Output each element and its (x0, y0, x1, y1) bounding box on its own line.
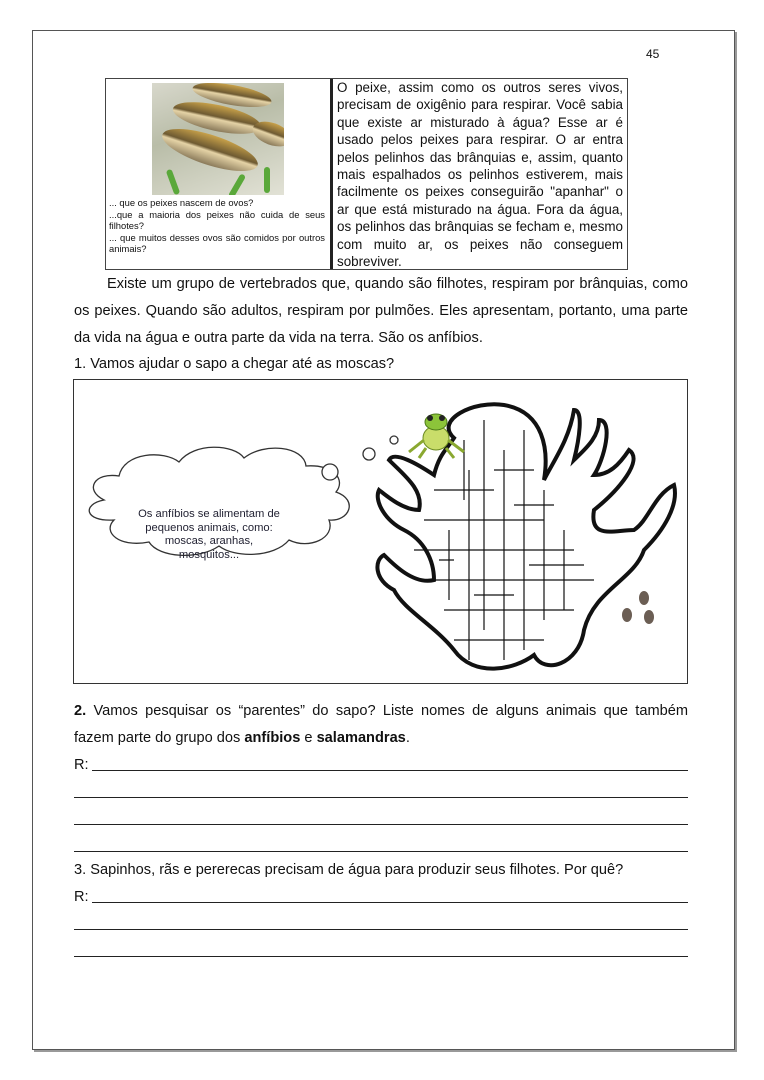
cloud-text: Os anfíbios se alimentam de pequenos animais, como: moscas, aranhas, mosquitos... (138, 508, 280, 561)
intro-paragraph (74, 271, 688, 352)
fish-question: ...que a maioria dos peixes não cuida de seus filhotes? (109, 208, 325, 231)
question-2-and: e (300, 730, 317, 746)
answer-line[interactable] (92, 902, 688, 903)
page-number: 45 (646, 47, 660, 61)
question-2-number: 2. (74, 703, 87, 719)
flies-icon (622, 591, 654, 624)
question-2-text: Vamos pesquisar os “parentes” do sapo? Liste nomes de alguns animais que também fazem parte do grupo dos (74, 703, 688, 746)
answer-line[interactable] (74, 851, 688, 852)
fish-question: ... que muitos desses ovos são comidos por outros animais? (109, 231, 325, 254)
answer-line[interactable] (74, 929, 688, 930)
answer-label: R: (74, 889, 89, 905)
fish-info-box (105, 78, 628, 270)
bold-salamandras: salamandras (316, 730, 406, 746)
fish-column (106, 79, 333, 269)
answer-line[interactable] (74, 824, 688, 825)
answer-line[interactable] (92, 770, 688, 771)
frog-icon (409, 414, 464, 458)
bold-anfibios: anfíbios (244, 730, 301, 746)
intro-text: Existe um grupo de vertebrados que, quando são filhotes, respiram por brânquias, como os peixes. Quando são adultos, respiram por pulmões. Eles apresentam, portanto, uma parte da vida na água e outra parte da vida na terra. São os anfíbios. (74, 276, 688, 346)
answer-label: R: (74, 757, 89, 773)
question-1: 1. Vamos ajudar o sapo a chegar até as moscas? (74, 356, 395, 372)
fish-questions (109, 197, 325, 255)
fish-photo (152, 83, 284, 195)
frog-maze (377, 404, 675, 668)
answer-line[interactable] (74, 956, 688, 957)
fish-text: O peixe, assim como os outros seres vivos, precisam de oxigênio para respirar. Você sabia que existe ar misturado à água? Esse ar é usado pelos peixes para respirar. O ar entra pelos pelinhos das brânquias e, assim, quanto mais espalhados os pelinhos estiverem, mais facilmente os peixes conseguirão "apanhar" o ar que está misturado na água. Fora da água, os pelinhos das brânquias se fecham e, mesmo com muito ar, os peixes não conseguem sobreviver. (337, 80, 623, 270)
question-2 (74, 698, 688, 752)
question-3: 3. Sapinhos, rãs e pererecas precisam de água para produzir seus filhotes. Por quê? (74, 862, 624, 878)
answer-line[interactable] (74, 797, 688, 798)
fish-question: ... que os peixes nascem de ovos? (109, 197, 254, 208)
frog-maze-box (73, 379, 688, 684)
question-2-end: . (405, 730, 410, 746)
